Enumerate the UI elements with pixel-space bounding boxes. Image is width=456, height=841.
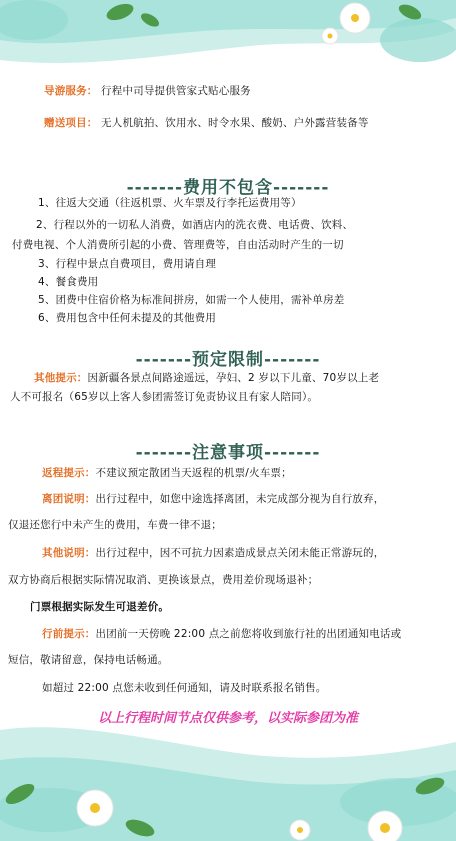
return-note <box>42 466 292 480</box>
other-note <box>42 546 384 560</box>
service-line <box>44 84 251 98</box>
restriction-text: 因新疆各景点间路途遥远，孕妇、2 岁以下儿童、70岁以上老 <box>87 372 380 384</box>
gift-label: 赠送项目： <box>44 117 98 129</box>
contact-note: 如超过 22:00 点您未收到任何通知，请及时联系报名销售。 <box>42 682 327 694</box>
service-label: 导游服务： <box>44 85 98 97</box>
restriction-heading: -------预定限制------- <box>135 350 321 370</box>
excluded-item: 3、行程中景点自费项目，费用请自理 <box>38 258 217 270</box>
pre-trip-label: 行前提示： <box>42 628 96 640</box>
other-label: 其他说明： <box>42 547 96 559</box>
restriction-label: 其他提示： <box>34 372 88 384</box>
restriction-line-2: 人不可报名（65岁以上客人参团需签订免责协议且有家人陪同）。 <box>10 391 319 403</box>
service-text: 行程中司导提供管家式贴心服务 <box>101 85 251 97</box>
excluded-item: 2、行程以外的一切私人消费，如酒店内的洗衣费、电话费、饮料、 <box>36 219 354 231</box>
notes-heading: -------注意事项------- <box>135 443 321 463</box>
restriction-line <box>34 371 379 385</box>
return-text: 不建议预定散团当天返程的机票/火车票； <box>95 467 292 479</box>
excluded-heading: -------费用不包含------- <box>126 178 330 198</box>
other-text: 出行过程中，因不可抗力因素造成景点关闭未能正常游玩的， <box>95 547 385 559</box>
gift-line <box>44 116 369 130</box>
ticket-note: 门票根据实际发生可退差价。 <box>30 601 170 613</box>
excluded-item: 5、团费中住宿价格为标准间拼房，如需一个人使用，需补单房差 <box>38 294 345 306</box>
pre-trip-note-2: 短信，敬请留意，保持电话畅通。 <box>8 654 169 666</box>
leave-note-2: 仅退还您行中未产生的费用，车费一律不退； <box>8 519 222 531</box>
return-label: 返程提示： <box>42 467 96 479</box>
excluded-item: 6、费用包含中任何未提及的其他费用 <box>38 312 217 324</box>
excluded-item: 付费电视、个人消费所引起的小费、管理费等，自由活动时产生的一切 <box>12 239 344 251</box>
excluded-item: 4、餐食费用 <box>38 276 99 288</box>
footer-note: 以上行程时间节点仅供参考，以实际参团为准 <box>97 711 358 726</box>
pre-trip-note <box>42 627 401 641</box>
leave-label: 离团说明： <box>42 493 96 505</box>
leave-note <box>42 492 384 506</box>
leave-text: 出行过程中，如您中途选择离团，未完成部分视为自行放弃， <box>95 493 385 505</box>
other-note-2: 双方协商后根据实际情况取消、更换该景点，费用差价现场退补； <box>8 574 319 586</box>
excluded-item: 1、往返大交通（往返机票、火车票及行李托运费用等） <box>38 197 302 209</box>
gift-text: 无人机航拍、饮用水、时令水果、酸奶、户外露营装备等 <box>101 117 369 129</box>
pre-trip-text: 出团前一天傍晚 22:00 点之前您将收到旅行社的出团通知电话或 <box>95 628 402 640</box>
